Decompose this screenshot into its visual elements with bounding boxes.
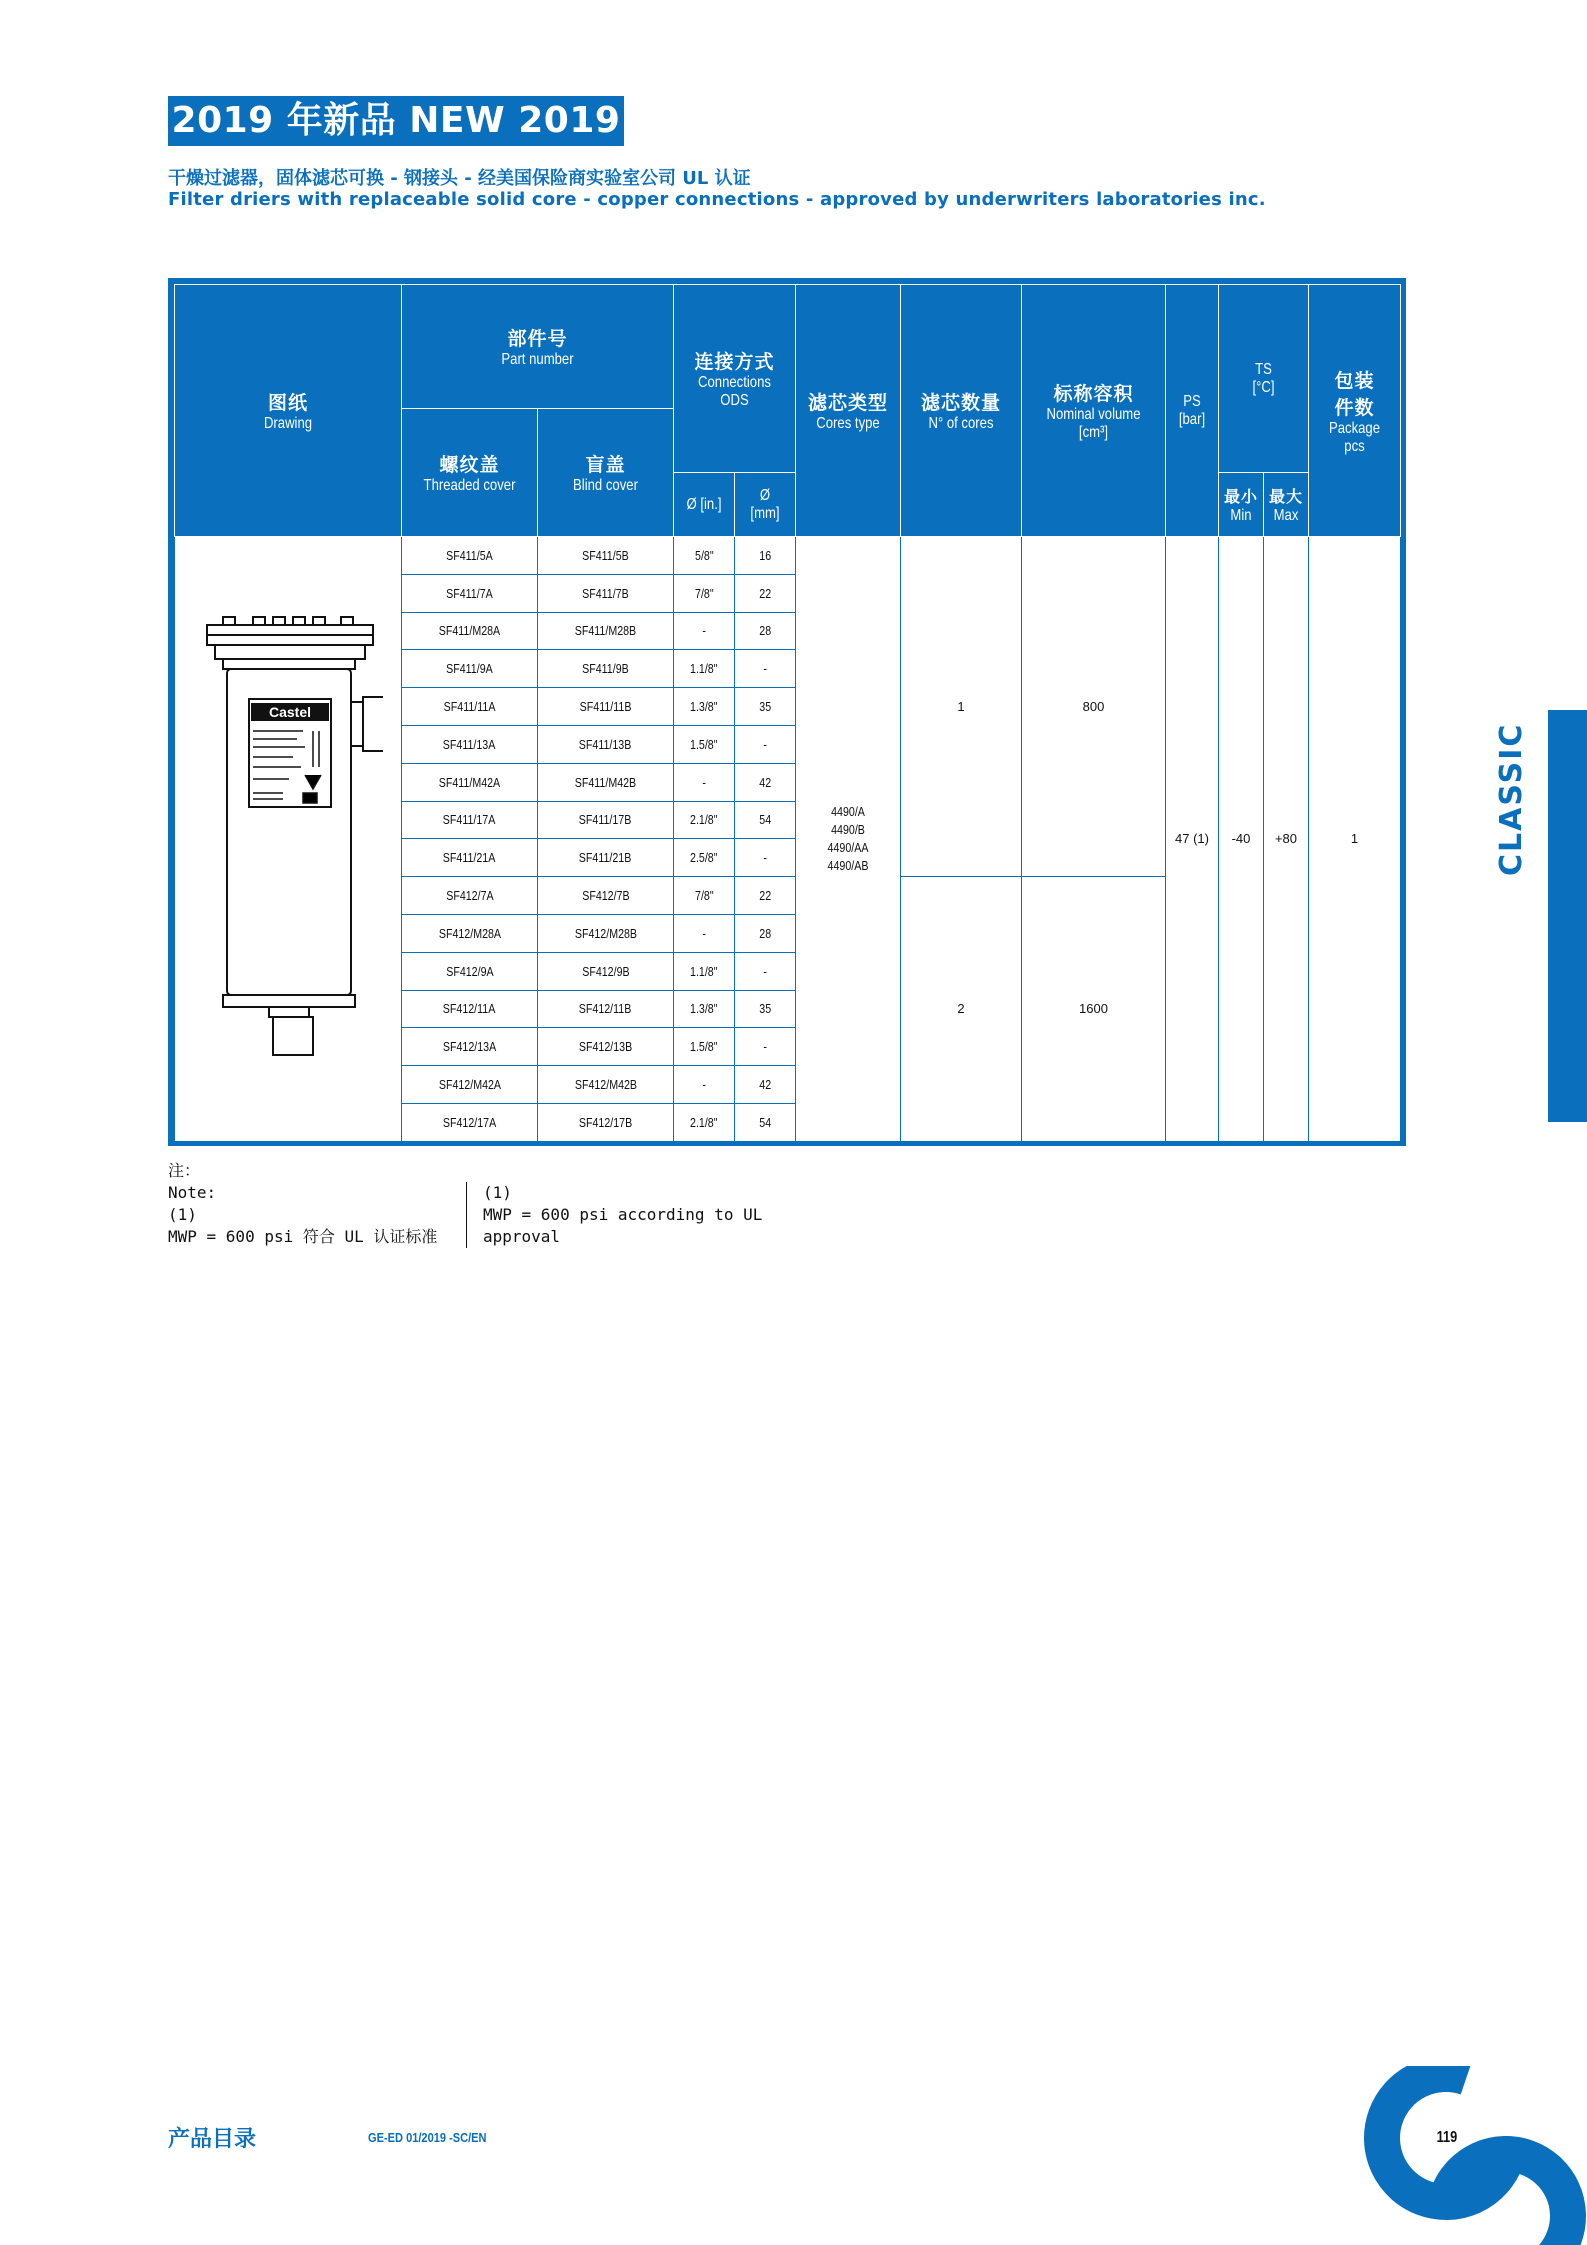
diameter-mm-cell: 42 <box>735 1066 796 1104</box>
diameter-mm-cell: 35 <box>735 990 796 1028</box>
diameter-inch-cell: 1.5/8" <box>674 725 735 763</box>
diameter-inch-cell: - <box>674 1066 735 1104</box>
diameter-inch-cell: 2.5/8" <box>674 839 735 877</box>
threaded-cover-part: SF411/17A <box>402 801 538 839</box>
threaded-cover-part: SF411/9A <box>402 650 538 688</box>
header-drawing: 图纸 Drawing <box>175 285 402 537</box>
diameter-mm-cell: 54 <box>735 1103 796 1141</box>
diameter-mm-cell: 42 <box>735 763 796 801</box>
blind-cover-part: SF411/9B <box>538 650 674 688</box>
diameter-inch-cell: 1.3/8" <box>674 990 735 1028</box>
side-tab-bar <box>1548 710 1587 1122</box>
blind-cover-part: SF412/11B <box>538 990 674 1028</box>
product-table-frame <box>168 278 1406 1146</box>
blind-cover-part: SF411/21B <box>538 839 674 877</box>
threaded-cover-part: SF411/M28A <box>402 612 538 650</box>
diameter-inch-cell: 2.1/8" <box>674 1103 735 1141</box>
filter-drier-drawing <box>175 537 402 1142</box>
threaded-cover-part: SF412/M42A <box>402 1066 538 1104</box>
new-2019-badge <box>168 96 624 146</box>
header-cores-type: 滤芯类型 Cores type <box>796 285 901 537</box>
header-ps: PS [bar] <box>1166 285 1219 537</box>
blind-cover-part: SF411/M42B <box>538 763 674 801</box>
package-cell: 1 <box>1309 537 1401 1142</box>
diameter-inch-cell: 1.5/8" <box>674 1028 735 1066</box>
threaded-cover-part: SF411/21A <box>402 839 538 877</box>
diameter-inch-cell: 1.1/8" <box>674 952 735 990</box>
diameter-inch-cell: 1.1/8" <box>674 650 735 688</box>
notes-left <box>168 1160 437 1248</box>
number-of-cores-cell: 1 <box>901 537 1022 877</box>
header-package: 包装 件数 Package pcs <box>1309 285 1401 537</box>
threaded-cover-part: SF411/M42A <box>402 763 538 801</box>
diameter-mm-cell: 35 <box>735 688 796 726</box>
diameter-mm-cell: 28 <box>735 612 796 650</box>
threaded-cover-part: SF412/17A <box>402 1103 538 1141</box>
blind-cover-part: SF412/M42B <box>538 1066 674 1104</box>
note-ref-left: (1) <box>168 1205 197 1224</box>
blind-cover-part: SF412/9B <box>538 952 674 990</box>
header-threaded-cover: 螺纹盖 Threaded cover <box>402 409 538 537</box>
blind-cover-part: SF411/5B <box>538 537 674 575</box>
blind-cover-part: SF412/13B <box>538 1028 674 1066</box>
note-text-left: MWP = 600 psi 符合 UL 认证标准 <box>168 1227 438 1246</box>
notes-right <box>466 1182 762 1248</box>
threaded-cover-part: SF412/9A <box>402 952 538 990</box>
side-tab-label: CLASSIC <box>1494 722 1529 876</box>
header-diameter-inch: Ø [in.] <box>674 473 735 537</box>
threaded-cover-part: SF411/13A <box>402 725 538 763</box>
diameter-mm-cell: - <box>735 725 796 763</box>
diameter-inch-cell: - <box>674 763 735 801</box>
diameter-inch-cell: 1.3/8" <box>674 688 735 726</box>
header-nominal-volume: 标称容积 Nominal volume [cm³] <box>1022 285 1166 537</box>
diameter-mm-cell: - <box>735 952 796 990</box>
subtitle-english: Filter driers with replaceable solid core - copper connections - approved by underwriters laboratories inc. <box>168 189 1266 210</box>
diameter-mm-cell: 54 <box>735 801 796 839</box>
header-ts-min: 最小 Min <box>1219 473 1264 537</box>
diameter-mm-cell: 28 <box>735 914 796 952</box>
badge-text: 2019 年新品 NEW 2019 <box>171 100 621 141</box>
diameter-mm-cell: - <box>735 650 796 688</box>
blind-cover-part: SF411/17B <box>538 801 674 839</box>
note-ref-right: (1) <box>483 1183 512 1202</box>
diameter-inch-cell: 5/8" <box>674 537 735 575</box>
blind-cover-part: SF412/17B <box>538 1103 674 1141</box>
diameter-mm-cell: 22 <box>735 877 796 915</box>
nominal-volume-cell: 1600 <box>1022 877 1166 1142</box>
diameter-mm-cell: - <box>735 1028 796 1066</box>
header-ts-max: 最大 Max <box>1264 473 1309 537</box>
header-part-number: 部件号 Part number <box>402 285 674 409</box>
diameter-inch-cell: 7/8" <box>674 574 735 612</box>
header-number-of-cores: 滤芯数量 N° of cores <box>901 285 1022 537</box>
footer-catalog-title: 产品目录 <box>168 2127 257 2152</box>
cores-type-cell <box>796 537 901 1142</box>
filter-drier-icon <box>193 607 383 1067</box>
header-blind-cover: 盲盖 Blind cover <box>538 409 674 537</box>
threaded-cover-part: SF412/11A <box>402 990 538 1028</box>
drawing-brand-label: Castel <box>268 704 312 721</box>
blind-cover-part: SF411/11B <box>538 688 674 726</box>
header-ts: TS [°C] <box>1219 285 1309 473</box>
diameter-mm-cell: - <box>735 839 796 877</box>
diameter-inch-cell: - <box>674 914 735 952</box>
ts-min-cell: -40 <box>1219 537 1264 1142</box>
subtitle-chinese: 干燥过滤器，固体滤芯可换 - 钢接头 - 经美国保险商实验室公司 UL 认证 <box>168 168 751 189</box>
header-diameter-mm: Ø [mm] <box>735 473 796 537</box>
ps-value-cell: 47 (1) <box>1166 537 1219 1142</box>
threaded-cover-part: SF411/7A <box>402 574 538 612</box>
diameter-mm-cell: 22 <box>735 574 796 612</box>
threaded-cover-part: SF412/7A <box>402 877 538 915</box>
core-type-item: 4490/B <box>831 821 865 837</box>
blind-cover-part: SF411/13B <box>538 725 674 763</box>
diameter-inch-cell: - <box>674 612 735 650</box>
notes-title-cn: 注： <box>168 1161 201 1180</box>
threaded-cover-part: SF411/11A <box>402 688 538 726</box>
ts-max-cell: +80 <box>1264 537 1309 1142</box>
threaded-cover-part: SF412/13A <box>402 1028 538 1066</box>
core-type-item: 4490/A <box>831 803 865 819</box>
threaded-cover-part: SF412/M28A <box>402 914 538 952</box>
blind-cover-part: SF411/7B <box>538 574 674 612</box>
core-type-item: 4490/AB <box>827 857 869 873</box>
diameter-mm-cell: 16 <box>735 537 796 575</box>
note-text-right-2: approval <box>483 1227 561 1246</box>
number-of-cores-cell: 2 <box>901 877 1022 1142</box>
castel-logo-icon <box>1356 2066 1587 2245</box>
threaded-cover-part: SF411/5A <box>402 537 538 575</box>
table-row <box>175 537 1401 575</box>
header-connections: 连接方式 Connections ODS <box>674 285 796 473</box>
core-type-item: 4490/AA <box>827 839 869 855</box>
product-table <box>174 284 1401 1142</box>
blind-cover-part: SF411/M28B <box>538 612 674 650</box>
diameter-inch-cell: 2.1/8" <box>674 801 735 839</box>
nominal-volume-cell: 800 <box>1022 537 1166 877</box>
blind-cover-part: SF412/7B <box>538 877 674 915</box>
notes-title-en: Note: <box>168 1183 217 1202</box>
page-number: 119 <box>1436 2129 1458 2146</box>
product-table-body <box>175 537 1401 1142</box>
blind-cover-part: SF412/M28B <box>538 914 674 952</box>
diameter-inch-cell: 7/8" <box>674 877 735 915</box>
footer-document-code: GE-ED 01/2019 -SC/EN <box>368 2130 487 2145</box>
note-text-right-1: MWP = 600 psi according to UL <box>483 1205 763 1224</box>
